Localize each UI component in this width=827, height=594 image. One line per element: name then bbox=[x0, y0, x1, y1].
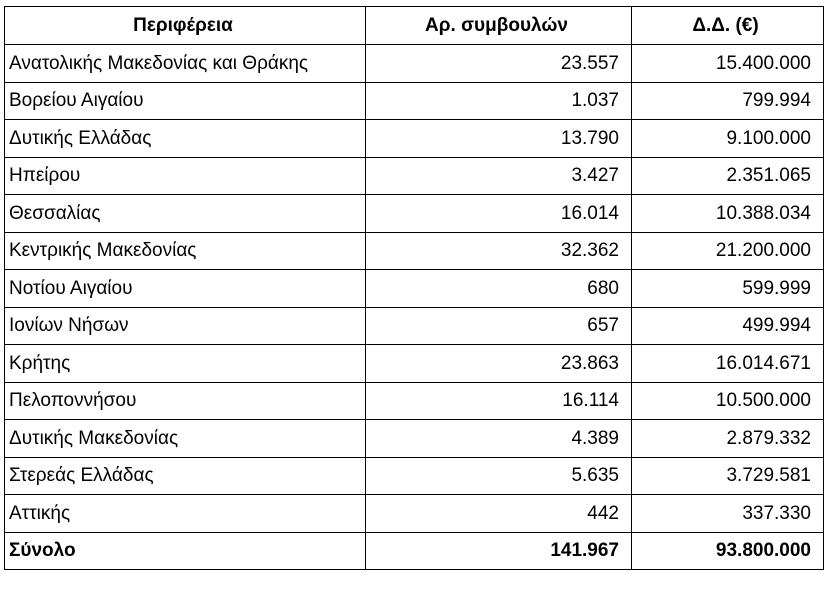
table-row bbox=[5, 495, 824, 533]
total-amount: 93.800.000 bbox=[632, 532, 824, 570]
cell-region: Βορείου Αιγαίου bbox=[5, 82, 366, 120]
total-row bbox=[5, 532, 824, 570]
cell-region: Ηπείρου bbox=[5, 157, 366, 195]
cell-region: Δυτικής Ελλάδας bbox=[5, 120, 366, 158]
cell-advisors: 32.362 bbox=[366, 232, 632, 270]
cell-region: Αττικής bbox=[5, 495, 366, 533]
cell-advisors: 16.014 bbox=[366, 195, 632, 233]
cell-advisors: 23.557 bbox=[366, 45, 632, 83]
cell-amount: 499.994 bbox=[632, 307, 824, 345]
cell-region: Κεντρικής Μακεδονίας bbox=[5, 232, 366, 270]
table-header bbox=[5, 7, 824, 45]
cell-region: Ανατολικής Μακεδονίας και Θράκης bbox=[5, 45, 366, 83]
header-region: Περιφέρεια bbox=[5, 7, 366, 45]
header-advisors: Αρ. συμβουλών bbox=[366, 7, 632, 45]
cell-amount: 10.388.034 bbox=[632, 195, 824, 233]
cell-amount: 15.400.000 bbox=[632, 45, 824, 83]
table-row bbox=[5, 82, 824, 120]
cell-amount: 9.100.000 bbox=[632, 120, 824, 158]
table-row bbox=[5, 382, 824, 420]
cell-amount: 2.879.332 bbox=[632, 420, 824, 458]
table-row bbox=[5, 307, 824, 345]
cell-advisors: 16.114 bbox=[366, 382, 632, 420]
cell-region: Θεσσαλίας bbox=[5, 195, 366, 233]
header-row bbox=[5, 7, 824, 45]
cell-amount: 16.014.671 bbox=[632, 345, 824, 383]
cell-region: Στερεάς Ελλάδας bbox=[5, 457, 366, 495]
cell-advisors: 13.790 bbox=[366, 120, 632, 158]
table-row bbox=[5, 345, 824, 383]
regions-table bbox=[4, 6, 824, 570]
table-row bbox=[5, 120, 824, 158]
cell-advisors: 680 bbox=[366, 270, 632, 308]
cell-amount: 2.351.065 bbox=[632, 157, 824, 195]
total-label: Σύνολο bbox=[5, 532, 366, 570]
cell-advisors: 5.635 bbox=[366, 457, 632, 495]
table-row bbox=[5, 420, 824, 458]
table-row bbox=[5, 232, 824, 270]
cell-amount: 799.994 bbox=[632, 82, 824, 120]
cell-advisors: 442 bbox=[366, 495, 632, 533]
cell-amount: 3.729.581 bbox=[632, 457, 824, 495]
table-row bbox=[5, 195, 824, 233]
total-advisors: 141.967 bbox=[366, 532, 632, 570]
cell-region: Ιονίων Νήσων bbox=[5, 307, 366, 345]
table-row bbox=[5, 157, 824, 195]
cell-amount: 10.500.000 bbox=[632, 382, 824, 420]
cell-advisors: 1.037 bbox=[366, 82, 632, 120]
header-amount: Δ.Δ. (€) bbox=[632, 7, 824, 45]
cell-amount: 21.200.000 bbox=[632, 232, 824, 270]
cell-advisors: 23.863 bbox=[366, 345, 632, 383]
cell-region: Κρήτης bbox=[5, 345, 366, 383]
table-row bbox=[5, 45, 824, 83]
cell-advisors: 3.427 bbox=[366, 157, 632, 195]
table-body bbox=[5, 45, 824, 570]
cell-advisors: 657 bbox=[366, 307, 632, 345]
cell-region: Δυτικής Μακεδονίας bbox=[5, 420, 366, 458]
cell-advisors: 4.389 bbox=[366, 420, 632, 458]
table-row bbox=[5, 270, 824, 308]
cell-region: Νοτίου Αιγαίου bbox=[5, 270, 366, 308]
cell-region: Πελοποννήσου bbox=[5, 382, 366, 420]
cell-amount: 337.330 bbox=[632, 495, 824, 533]
cell-amount: 599.999 bbox=[632, 270, 824, 308]
table-row bbox=[5, 457, 824, 495]
